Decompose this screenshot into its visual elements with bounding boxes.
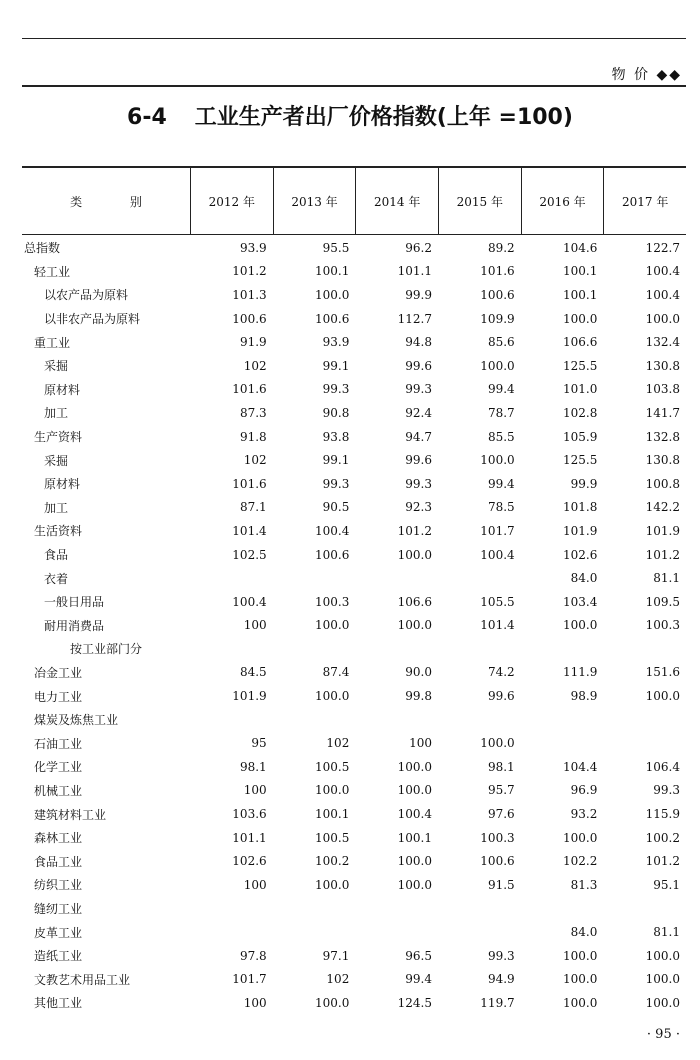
table-cell: 81.1 bbox=[653, 571, 680, 586]
table-cell: 74.2 bbox=[487, 665, 515, 680]
table-cell: 100.5 bbox=[314, 759, 350, 774]
table-cell: 124.5 bbox=[397, 995, 432, 1010]
table-row bbox=[22, 354, 686, 378]
table-cell: 101.9 bbox=[562, 523, 598, 538]
table-cell: 99.8 bbox=[405, 689, 432, 704]
row-label: 原材料 bbox=[44, 382, 81, 397]
row-label: 电力工业 bbox=[34, 689, 83, 704]
table-cell: 100.0 bbox=[645, 972, 680, 987]
table-cell: 101.1 bbox=[397, 264, 432, 279]
table-cell: 85.5 bbox=[487, 429, 515, 444]
row-label: 文教艺术用品工业 bbox=[34, 972, 131, 987]
table-cell: 119.7 bbox=[480, 995, 515, 1010]
table-cell: 98.9 bbox=[570, 689, 598, 704]
row-label: 造纸工业 bbox=[34, 949, 83, 964]
table-cell: 101.2 bbox=[645, 547, 680, 562]
table-cell: 103.8 bbox=[645, 382, 680, 397]
table-row bbox=[22, 472, 686, 496]
row-label: 衣着 bbox=[44, 571, 69, 586]
table-cell: 100.2 bbox=[645, 830, 680, 845]
year-header: 2013 年 bbox=[273, 168, 356, 234]
table-cell: 99.1 bbox=[322, 358, 350, 373]
table-cell: 102.5 bbox=[232, 547, 267, 562]
table-cell: 130.8 bbox=[645, 358, 680, 373]
table-cell: 93.2 bbox=[570, 807, 598, 822]
table-cell: 100.0 bbox=[480, 358, 515, 373]
table-cell: 78.5 bbox=[487, 500, 515, 515]
table-cell: 99.9 bbox=[570, 476, 598, 491]
table-cell: 112.7 bbox=[397, 311, 432, 326]
row-label: 森林工业 bbox=[34, 831, 83, 846]
row-label: 加工 bbox=[44, 500, 69, 515]
row-label: 生产资料 bbox=[34, 430, 83, 445]
year-header: 2016 年 bbox=[521, 168, 604, 234]
row-label: 煤炭及炼焦工业 bbox=[34, 713, 119, 728]
table-cell: 95.7 bbox=[487, 783, 515, 798]
table-cell: 96.9 bbox=[570, 783, 598, 798]
page-number: · 95 · bbox=[646, 1027, 680, 1042]
table-cell: 100.0 bbox=[562, 972, 598, 987]
table-cell: 100 bbox=[243, 995, 267, 1010]
table-cell: 100.0 bbox=[397, 759, 432, 774]
table-cell: 98.1 bbox=[239, 759, 267, 774]
table-cell: 100.0 bbox=[645, 689, 680, 704]
year-header: 2014 年 bbox=[355, 168, 438, 234]
table-cell: 115.9 bbox=[645, 807, 680, 822]
row-label: 建筑材料工业 bbox=[34, 807, 107, 822]
table-cell: 100.3 bbox=[314, 594, 350, 609]
row-label: 采掘 bbox=[44, 453, 69, 468]
table-cell: 91.9 bbox=[239, 335, 267, 350]
table-row bbox=[22, 566, 686, 590]
table-cell: 102 bbox=[326, 972, 350, 987]
section-divider bbox=[22, 85, 686, 87]
table-cell: 99.6 bbox=[487, 689, 515, 704]
table-cell: 101.6 bbox=[232, 382, 267, 397]
table-cell: 92.4 bbox=[405, 405, 432, 420]
table-cell: 99.1 bbox=[322, 453, 350, 468]
table-row bbox=[22, 543, 686, 567]
row-label: 总指数 bbox=[24, 241, 61, 256]
table-cell: 125.5 bbox=[562, 453, 598, 468]
table-cell: 87.4 bbox=[322, 665, 350, 680]
table-cell: 99.4 bbox=[487, 382, 515, 397]
row-label: 生活资料 bbox=[34, 524, 83, 539]
table-cell: 132.4 bbox=[645, 335, 680, 350]
table-cell: 106.6 bbox=[562, 335, 598, 350]
table-cell: 96.5 bbox=[405, 948, 432, 963]
table-row bbox=[22, 991, 686, 1015]
table-cell: 102.6 bbox=[232, 854, 267, 869]
year-header: 2012 年 bbox=[190, 168, 273, 234]
table-cell: 101.3 bbox=[232, 287, 267, 302]
header-rule bbox=[22, 38, 686, 39]
table-cell: 100.8 bbox=[645, 476, 680, 491]
table-row bbox=[22, 260, 686, 284]
table-row bbox=[22, 920, 686, 944]
table-cell: 87.3 bbox=[239, 405, 267, 420]
table-row bbox=[22, 236, 686, 260]
table-row bbox=[22, 661, 686, 685]
row-label: 食品工业 bbox=[34, 854, 83, 869]
year-header: 2017 年 bbox=[603, 168, 686, 234]
table-title: 工业生产者出厂价格指数(上年 =100) bbox=[194, 105, 573, 130]
table-row bbox=[22, 637, 686, 661]
table-cell: 95.1 bbox=[653, 877, 680, 892]
table-cell: 141.7 bbox=[645, 405, 680, 420]
row-label: 一般日用品 bbox=[44, 595, 105, 610]
table-cell: 99.9 bbox=[405, 287, 432, 302]
table-cell: 97.8 bbox=[239, 948, 267, 963]
table-cell: 100.2 bbox=[314, 854, 350, 869]
table-cell: 100.0 bbox=[397, 783, 432, 798]
table-row bbox=[22, 614, 686, 638]
table-cell: 99.4 bbox=[487, 476, 515, 491]
table-cell: 101.2 bbox=[232, 264, 267, 279]
table-row bbox=[22, 496, 686, 520]
table-cell: 100.1 bbox=[314, 807, 350, 822]
table-cell: 93.9 bbox=[239, 240, 267, 255]
table-row bbox=[22, 590, 686, 614]
table-cell: 122.7 bbox=[645, 240, 680, 255]
table-cell: 100.6 bbox=[480, 287, 515, 302]
table-cell: 100.0 bbox=[314, 689, 350, 704]
table-cell: 100.0 bbox=[397, 618, 432, 633]
table-cell: 99.3 bbox=[322, 476, 350, 491]
table-cell: 130.8 bbox=[645, 453, 680, 468]
row-label: 食品 bbox=[44, 548, 69, 563]
table-cell: 99.3 bbox=[405, 476, 432, 491]
table-cell: 101.8 bbox=[562, 500, 598, 515]
table-cell: 109.5 bbox=[645, 594, 680, 609]
table-cell: 100.6 bbox=[314, 311, 350, 326]
table-cell: 100 bbox=[243, 783, 267, 798]
table-cell: 100.0 bbox=[314, 618, 350, 633]
table-cell: 102.8 bbox=[562, 405, 598, 420]
table-cell: 105.5 bbox=[480, 594, 515, 609]
table-cell: 95 bbox=[251, 736, 267, 751]
table-row bbox=[22, 849, 686, 873]
table-row bbox=[22, 708, 686, 732]
table-cell: 101.4 bbox=[232, 523, 267, 538]
table-cell: 102.6 bbox=[562, 547, 598, 562]
table-cell: 104.4 bbox=[562, 759, 598, 774]
table-cell: 99.6 bbox=[405, 358, 432, 373]
table-cell: 100.1 bbox=[397, 830, 432, 845]
table-cell: 100.6 bbox=[232, 311, 267, 326]
table-cell: 100.3 bbox=[480, 830, 515, 845]
table-cell: 109.9 bbox=[480, 311, 515, 326]
table-cell: 85.6 bbox=[487, 335, 515, 350]
row-label: 纺织工业 bbox=[34, 878, 83, 893]
table-cell: 100 bbox=[243, 618, 267, 633]
table-cell: 100.0 bbox=[645, 948, 680, 963]
table-cell: 100.0 bbox=[645, 311, 680, 326]
table-cell: 94.9 bbox=[487, 972, 515, 987]
table-cell: 125.5 bbox=[562, 358, 598, 373]
table-cell: 81.3 bbox=[570, 877, 598, 892]
table-row bbox=[22, 779, 686, 803]
table-cell: 104.6 bbox=[562, 240, 598, 255]
table-cell: 100.0 bbox=[397, 547, 432, 562]
row-label: 原材料 bbox=[44, 477, 81, 492]
table-cell: 100.0 bbox=[314, 995, 350, 1010]
table-cell: 103.4 bbox=[562, 594, 598, 609]
table-cell: 101.2 bbox=[397, 523, 432, 538]
table-cell: 95.5 bbox=[322, 240, 350, 255]
year-header: 2015 年 bbox=[438, 168, 521, 234]
table-row bbox=[22, 425, 686, 449]
table-cell: 94.7 bbox=[405, 429, 432, 444]
table-cell: 84.0 bbox=[570, 571, 598, 586]
table-row bbox=[22, 283, 686, 307]
table-cell: 106.6 bbox=[397, 594, 432, 609]
table-cell: 84.5 bbox=[239, 665, 267, 680]
table-cell: 98.1 bbox=[487, 759, 515, 774]
table-cell: 100.4 bbox=[232, 594, 267, 609]
table-cell: 100 bbox=[243, 877, 267, 892]
table-cell: 100.1 bbox=[562, 264, 598, 279]
table-cell: 100.4 bbox=[314, 523, 350, 538]
table-row bbox=[22, 519, 686, 543]
table-cell: 100.0 bbox=[562, 618, 598, 633]
table-cell: 100.0 bbox=[645, 995, 680, 1010]
table-cell: 101.7 bbox=[480, 523, 515, 538]
table-cell: 100.0 bbox=[397, 877, 432, 892]
table-cell: 106.4 bbox=[645, 759, 680, 774]
table-cell: 89.2 bbox=[487, 240, 515, 255]
table-cell: 100.0 bbox=[562, 995, 598, 1010]
table-row bbox=[22, 755, 686, 779]
table-row bbox=[22, 944, 686, 968]
table-row bbox=[22, 731, 686, 755]
table-cell: 101.4 bbox=[480, 618, 515, 633]
table-cell: 93.8 bbox=[322, 429, 350, 444]
table-cell: 100.0 bbox=[314, 287, 350, 302]
table-cell: 100.0 bbox=[562, 948, 598, 963]
row-label: 机械工业 bbox=[34, 783, 83, 798]
table-cell: 100.0 bbox=[562, 830, 598, 845]
table-row bbox=[22, 684, 686, 708]
table-cell: 100.0 bbox=[480, 736, 515, 751]
table-cell: 99.6 bbox=[405, 453, 432, 468]
table-body bbox=[22, 236, 686, 1015]
table-cell: 97.1 bbox=[322, 948, 350, 963]
table-cell: 100.6 bbox=[314, 547, 350, 562]
table-cell: 101.6 bbox=[480, 264, 515, 279]
table-cell: 90.5 bbox=[322, 500, 350, 515]
table-cell: 99.3 bbox=[322, 382, 350, 397]
table-cell: 103.6 bbox=[232, 807, 267, 822]
table-cell: 81.1 bbox=[653, 925, 680, 940]
table-cell: 101.9 bbox=[232, 689, 267, 704]
table-number: 6-4 bbox=[127, 105, 167, 130]
table-row bbox=[22, 330, 686, 354]
table-row bbox=[22, 873, 686, 897]
table-cell: 84.0 bbox=[570, 925, 598, 940]
table-cell: 78.7 bbox=[487, 405, 515, 420]
table-cell: 151.6 bbox=[645, 665, 680, 680]
table-cell: 100.4 bbox=[645, 287, 680, 302]
table-cell: 111.9 bbox=[562, 665, 598, 680]
row-label: 其他工业 bbox=[34, 996, 83, 1011]
table-cell: 100 bbox=[409, 736, 432, 751]
row-label: 冶金工业 bbox=[34, 665, 83, 680]
table-cell: 102 bbox=[243, 453, 267, 468]
table-cell: 142.2 bbox=[645, 500, 680, 515]
table-cell: 96.2 bbox=[405, 240, 432, 255]
table-cell: 92.3 bbox=[405, 500, 432, 515]
table-cell: 100.4 bbox=[645, 264, 680, 279]
table-cell: 100.0 bbox=[480, 453, 515, 468]
table-row bbox=[22, 826, 686, 850]
row-label: 轻工业 bbox=[34, 264, 71, 279]
table-cell: 100.1 bbox=[314, 264, 350, 279]
table-cell: 102 bbox=[326, 736, 350, 751]
table-cell: 101.0 bbox=[562, 382, 598, 397]
table-cell: 100.4 bbox=[397, 807, 432, 822]
table-cell: 101.1 bbox=[232, 830, 267, 845]
table-cell: 99.4 bbox=[405, 972, 432, 987]
table-cell: 100.0 bbox=[314, 877, 350, 892]
table-cell: 100.0 bbox=[314, 783, 350, 798]
table-row bbox=[22, 897, 686, 921]
table-cell: 102 bbox=[243, 358, 267, 373]
table-cell: 132.8 bbox=[645, 429, 680, 444]
table-cell: 100.3 bbox=[645, 618, 680, 633]
table-cell: 102.2 bbox=[562, 854, 598, 869]
table-cell: 99.3 bbox=[653, 783, 680, 798]
table-cell: 90.8 bbox=[322, 405, 350, 420]
table-row bbox=[22, 967, 686, 991]
table-cell: 101.2 bbox=[645, 854, 680, 869]
category-header: 类 别 bbox=[70, 194, 164, 209]
table-cell: 100.1 bbox=[562, 287, 598, 302]
table-cell: 100.6 bbox=[480, 854, 515, 869]
table-row bbox=[22, 401, 686, 425]
table-row bbox=[22, 378, 686, 402]
row-label: 化学工业 bbox=[34, 760, 83, 775]
table-cell: 99.3 bbox=[487, 948, 515, 963]
table-cell: 101.6 bbox=[232, 476, 267, 491]
table-cell: 100.0 bbox=[562, 311, 598, 326]
section-label: 物 价 ◆◆ bbox=[611, 67, 682, 83]
table-cell: 97.6 bbox=[487, 807, 515, 822]
table-cell: 101.9 bbox=[645, 523, 680, 538]
row-label: 采掘 bbox=[44, 359, 69, 374]
table-cell: 100.5 bbox=[314, 830, 350, 845]
table-cell: 90.0 bbox=[405, 665, 432, 680]
row-label: 石油工业 bbox=[34, 736, 83, 751]
table-cell: 101.7 bbox=[232, 972, 267, 987]
row-label: 重工业 bbox=[34, 335, 71, 350]
table-cell: 99.3 bbox=[405, 382, 432, 397]
table-cell: 100.0 bbox=[397, 854, 432, 869]
row-label: 以农产品为原料 bbox=[44, 288, 129, 303]
row-label: 加工 bbox=[44, 406, 69, 421]
row-label: 以非农产品为原料 bbox=[44, 312, 141, 327]
table-header bbox=[22, 168, 686, 235]
row-label: 耐用消费品 bbox=[44, 618, 105, 633]
table-cell: 94.8 bbox=[405, 335, 432, 350]
row-label: 缝纫工业 bbox=[34, 901, 83, 916]
table-cell: 100.4 bbox=[480, 547, 515, 562]
table-cell: 93.9 bbox=[322, 335, 350, 350]
page-title bbox=[0, 100, 700, 131]
table-row bbox=[22, 802, 686, 826]
table-cell: 91.8 bbox=[239, 429, 267, 444]
row-label: 皮革工业 bbox=[34, 925, 83, 940]
table-row bbox=[22, 307, 686, 331]
table-cell: 105.9 bbox=[562, 429, 598, 444]
table-cell: 91.5 bbox=[487, 877, 515, 892]
table-cell: 87.1 bbox=[239, 500, 267, 515]
row-label: 按工业部门分 bbox=[70, 642, 143, 657]
table-row bbox=[22, 448, 686, 472]
